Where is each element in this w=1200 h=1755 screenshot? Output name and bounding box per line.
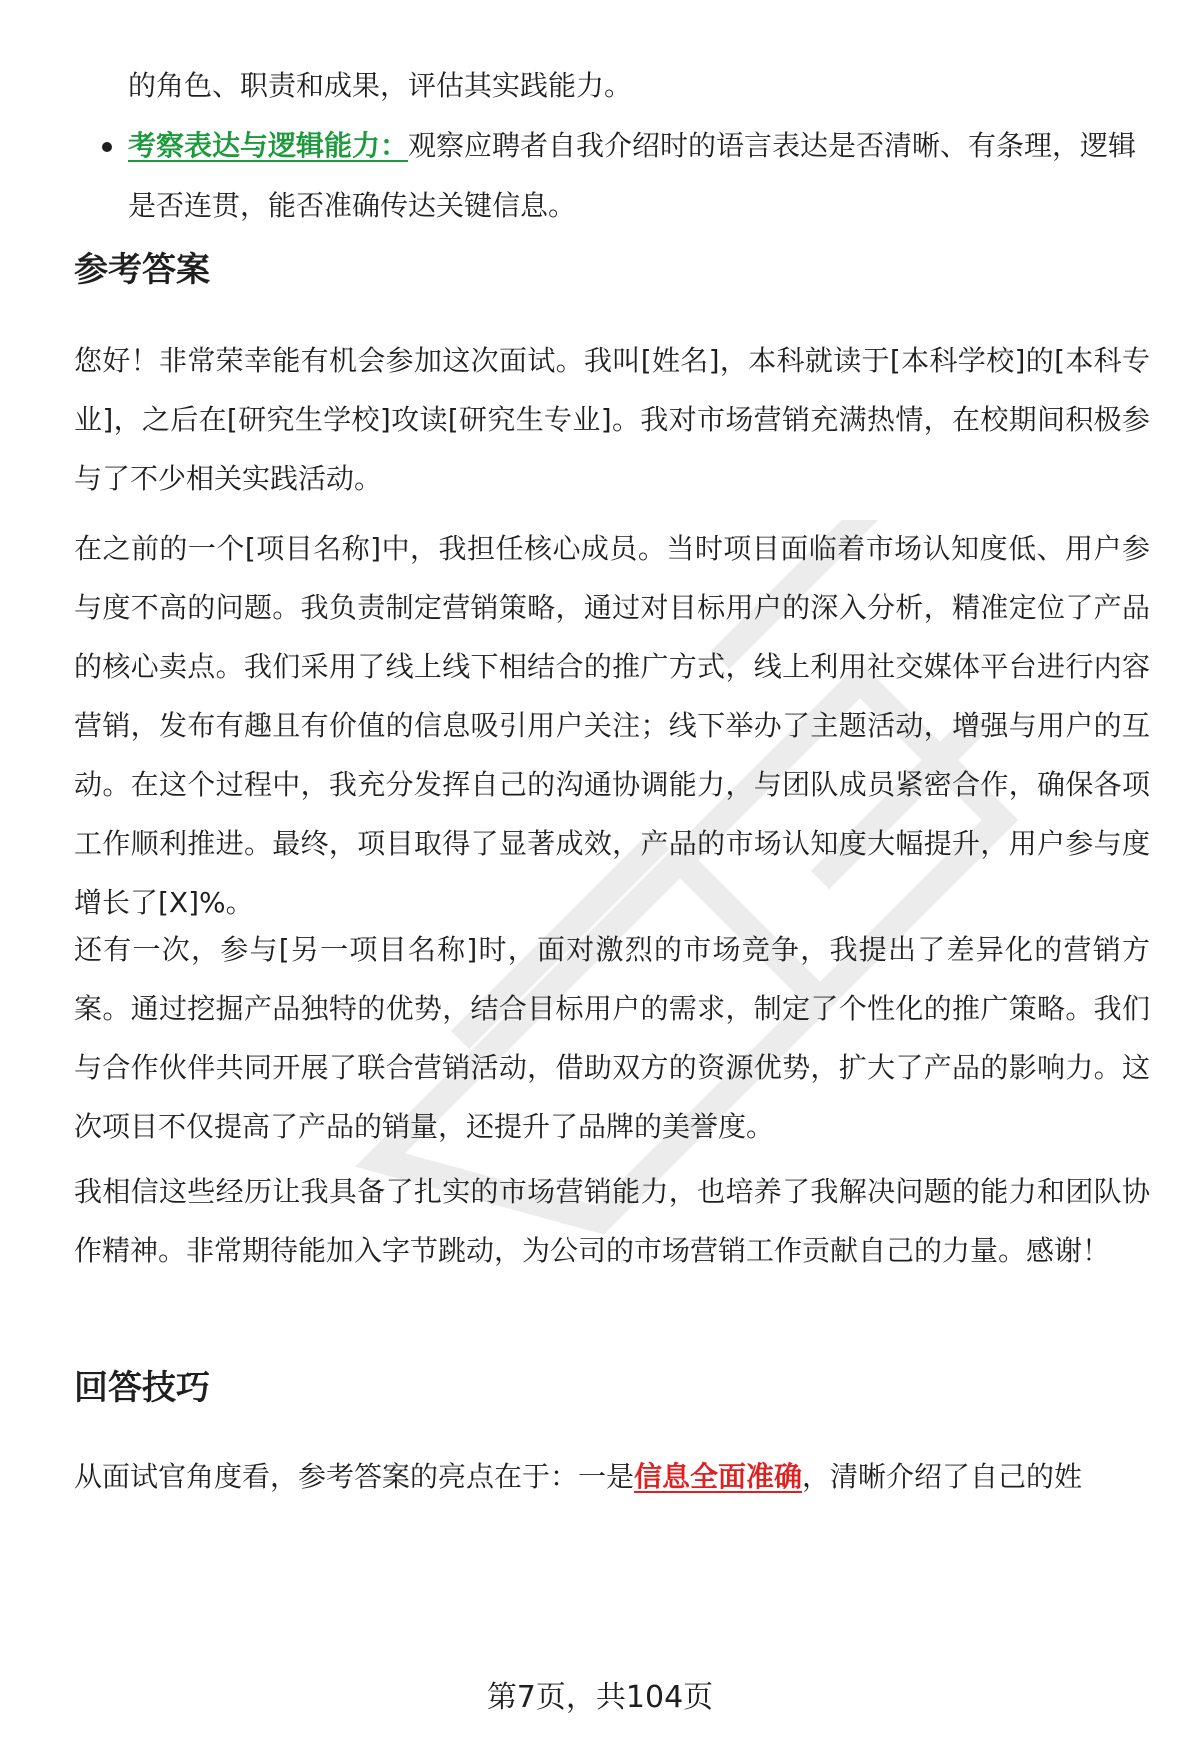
tips-highlight: 信息全面准确 [634,1460,803,1493]
bullet-text: 观察应聘者自我介绍时的语言表达是否清晰、有条理，逻辑是否连贯，能否准确传达关键信息。 [128,129,1137,222]
answer-paragraph-4: 我相信这些经历让我具备了扎实的市场营销能力，也培养了我解决问题的能力和团队协作精神。非常期待能加入字节跳动，为公司的市场营销工作贡献自己的力量。感谢！ [74,1175,1150,1267]
bullet-label: 考察表达与逻辑能力： [128,129,409,162]
intro-continuation-line: 的角色、职责和成果，评估其实践能力。 [128,69,633,102]
tips-prefix: 从面试官角度看，参考答案的亮点在于：一是 [74,1460,635,1493]
page-footer: 第7页，共104页 [486,1680,714,1715]
answer-paragraph-1: 您好！非常荣幸能有机会参加这次面试。我叫[姓名]，本科就读于[本科学校]的[本科专业]，之后在[研究生学校]攻读[研究生专业]。我对市场营销充满热情，在校期间积极参与了不少相关实践活动。 [74,344,1150,495]
tips-paragraph [74,1447,1150,1506]
answer-paragraph-3: 还有一次，参与[另一项目名称]时，面对激烈的市场竞争，我提出了差异化的营销方案。通过挖掘产品独特的优势，结合目标用户的需求，制定了个性化的推广策略。我们与合作伙伴共同开展了联合营销活动，借助双方的资源优势，扩大了产品的影响力。这次项目不仅提高了产品的销量，还提升了品牌的美誉度。 [74,933,1150,1143]
answer-paragraph-2: 在之前的一个[项目名称]中，我担任核心成员。当时项目面临着市场认知度低、用户参与度不高的问题。我负责制定营销策略，通过对目标用户的深入分析，精准定位了产品的核心卖点。我们采用了线上线下相结合的推广方式，线上利用社交媒体平台进行内容营销，发布有趣且有价值的信息吸引用户关注；线下举办了主题活动，增强与用户的互动。在这个过程中，我充分发挥自己的沟通协调能力，与团队成员紧密合作，确保各项工作顺利推进。最终，项目取得了显著成效，产品的市场认知度大幅提升，用户参与度增长了[X]%。 [74,532,1150,919]
section-title-tips: 回答技巧 [74,1368,210,1408]
tips-suffix: ，清晰介绍了自己的姓 [802,1460,1083,1493]
section-title-answer: 参考答案 [74,250,210,290]
bullet-dot [102,142,112,152]
bullet-item-expression [128,116,1148,236]
